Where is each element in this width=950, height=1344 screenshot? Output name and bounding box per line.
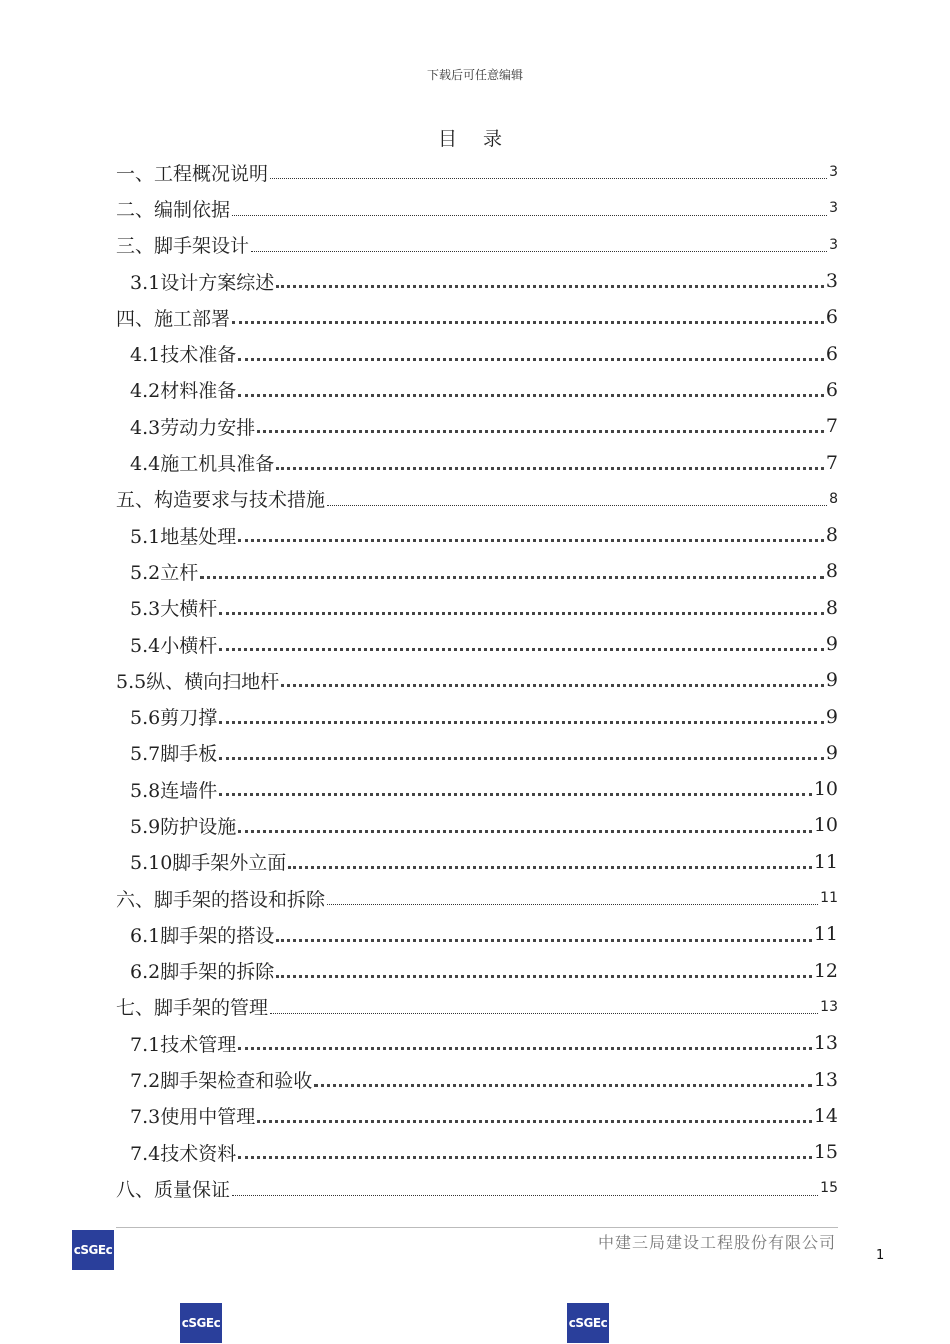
toc-leader-dots xyxy=(238,1047,812,1050)
toc-entry-label: 5.3大横杆 xyxy=(130,598,218,621)
table-of-contents xyxy=(116,154,838,1207)
toc-entry-page: 8 xyxy=(825,524,838,547)
toc-leader-dots xyxy=(270,178,827,179)
toc-entry-label: 5.9防护设施 xyxy=(130,815,237,838)
toc-leader-dots xyxy=(251,251,827,252)
toc-entry-page: 9 xyxy=(825,705,838,728)
toc-entry-page: 8 xyxy=(825,596,838,619)
toc-entry-page: 7 xyxy=(825,451,838,474)
toc-entry[interactable] xyxy=(116,1025,838,1061)
toc-entry[interactable] xyxy=(116,880,838,916)
company-logo-icon: cSGEc xyxy=(180,1303,222,1343)
toc-entry-label: 6.2脚手架的拆除 xyxy=(130,961,275,984)
toc-entry-label: 一、工程概况说明 xyxy=(116,162,269,185)
toc-entry-page: 13 xyxy=(813,1068,838,1091)
toc-leader-dots xyxy=(219,721,824,724)
toc-leader-dots xyxy=(219,793,812,796)
toc-entry-label: 7.4技术资料 xyxy=(130,1142,237,1165)
toc-leader-dots xyxy=(238,1156,812,1159)
toc-leader-dots xyxy=(276,939,812,942)
toc-leader-dots xyxy=(257,430,824,433)
toc-entry[interactable] xyxy=(116,1061,838,1097)
toc-entry-page: 12 xyxy=(813,959,838,982)
toc-entry[interactable] xyxy=(116,626,838,662)
toc-entry[interactable] xyxy=(116,263,838,299)
toc-entry-label: 7.1技术管理 xyxy=(130,1033,237,1056)
toc-entry-page: 9 xyxy=(825,633,838,655)
toc-entry[interactable] xyxy=(116,154,838,190)
toc-entry-label: 4.4施工机具准备 xyxy=(130,453,275,476)
toc-entry[interactable] xyxy=(116,916,838,952)
toc-entry-label: 5.6剪刀撑 xyxy=(130,707,218,730)
company-name: 中建三局建设工程股份有限公司 xyxy=(597,1233,836,1252)
toc-entry-label: 3.1设计方案综述 xyxy=(130,271,275,294)
toc-entry[interactable] xyxy=(116,989,838,1025)
page-number: 1 xyxy=(876,1248,885,1263)
toc-entry-label: 八、质量保证 xyxy=(116,1178,231,1201)
toc-entry-page: 10 xyxy=(813,814,838,837)
toc-leader-dots xyxy=(238,358,824,361)
toc-leader-dots xyxy=(238,830,812,833)
toc-entry-label: 5.2立杆 xyxy=(130,561,199,584)
toc-entry-page: 6 xyxy=(825,342,838,365)
toc-entry-label: 三、脚手架设计 xyxy=(116,235,250,258)
toc-entry-page: 13 xyxy=(820,998,838,1015)
toc-entry-label: 五、构造要求与技术措施 xyxy=(116,489,326,512)
toc-entry-label: 六、脚手架的搭设和拆除 xyxy=(116,888,326,911)
toc-title: 目 录 xyxy=(437,128,513,150)
toc-leader-dots xyxy=(238,394,824,397)
toc-entry[interactable] xyxy=(116,771,838,807)
toc-entry-page: 3 xyxy=(829,164,838,181)
toc-entry[interactable] xyxy=(116,481,838,517)
toc-entry-page: 11 xyxy=(813,850,838,873)
toc-entry[interactable] xyxy=(116,698,838,734)
toc-leader-dots xyxy=(219,648,824,651)
toc-entry-label: 5.7脚手板 xyxy=(130,743,218,766)
toc-entry-page: 6 xyxy=(825,378,838,401)
toc-entry-page: 15 xyxy=(820,1180,838,1197)
toc-entry-page: 14 xyxy=(813,1104,838,1127)
toc-leader-dots xyxy=(288,866,812,869)
toc-entry-label: 7.3使用中管理 xyxy=(130,1106,256,1129)
toc-entry-page: 9 xyxy=(825,669,838,692)
toc-entry[interactable] xyxy=(116,408,838,444)
toc-entry[interactable] xyxy=(116,553,838,589)
toc-leader-dots xyxy=(281,684,824,687)
toc-entry[interactable] xyxy=(116,1098,838,1134)
footer-divider xyxy=(116,1227,838,1228)
toc-leader-dots xyxy=(276,285,824,288)
toc-entry-label: 5.10脚手架外立面 xyxy=(130,852,287,875)
toc-leader-dots xyxy=(219,757,824,760)
toc-entry[interactable] xyxy=(116,372,838,408)
toc-entry-page: 11 xyxy=(820,890,838,907)
toc-entry-label: 6.1脚手架的搭设 xyxy=(130,924,275,947)
toc-entry-label: 二、编制依据 xyxy=(116,198,231,221)
toc-entry[interactable] xyxy=(116,662,838,698)
toc-leader-dots xyxy=(327,505,827,506)
toc-entry-page: 3 xyxy=(825,270,838,293)
toc-entry-page: 10 xyxy=(813,778,838,801)
toc-leader-dots xyxy=(232,321,824,324)
toc-entry-page: 13 xyxy=(813,1032,838,1055)
toc-leader-dots xyxy=(276,467,824,470)
toc-entry[interactable] xyxy=(116,844,838,880)
toc-entry-page: 7 xyxy=(825,415,838,438)
toc-entry-page: 3 xyxy=(829,200,838,217)
toc-entry-label: 5.5纵、横向扫地杆 xyxy=(116,670,280,693)
toc-leader-dots xyxy=(270,1013,818,1014)
toc-leader-dots xyxy=(238,539,824,542)
toc-entry-label: 七、脚手架的管理 xyxy=(116,997,269,1020)
company-logo-icon: cSGEc xyxy=(72,1230,114,1270)
toc-entry-label: 4.1技术准备 xyxy=(130,344,237,367)
toc-entry[interactable] xyxy=(116,335,838,371)
toc-entry-page: 3 xyxy=(829,236,838,253)
toc-entry[interactable] xyxy=(116,807,838,843)
toc-leader-dots xyxy=(232,1195,818,1196)
toc-entry[interactable] xyxy=(116,299,838,335)
toc-entry[interactable] xyxy=(116,1170,838,1206)
toc-entry-label: 4.2材料准备 xyxy=(130,380,237,403)
toc-entry-label: 5.4小横杆 xyxy=(130,634,218,657)
toc-entry[interactable] xyxy=(116,517,838,553)
toc-leader-dots xyxy=(257,1120,812,1123)
toc-entry[interactable] xyxy=(116,953,838,989)
toc-entry-page: 6 xyxy=(825,306,838,329)
company-logo-icon: cSGEc xyxy=(567,1303,609,1343)
toc-entry-label: 4.3劳动力安排 xyxy=(130,416,256,439)
toc-entry[interactable] xyxy=(116,227,838,263)
toc-entry-page: 8 xyxy=(829,490,838,507)
header-note: 下载后可任意编辑 xyxy=(426,68,523,82)
toc-leader-dots xyxy=(219,612,824,615)
toc-entry-label: 5.8连墙件 xyxy=(130,779,218,802)
toc-leader-dots xyxy=(314,1084,812,1087)
toc-entry-page: 15 xyxy=(813,1141,838,1164)
toc-entry-page: 11 xyxy=(813,923,838,946)
toc-entry[interactable] xyxy=(116,735,838,771)
toc-leader-dots xyxy=(327,904,818,905)
toc-entry-label: 5.1地基处理 xyxy=(130,525,237,548)
toc-entry[interactable] xyxy=(116,444,838,480)
toc-entry-page: 8 xyxy=(825,560,838,583)
toc-entry[interactable] xyxy=(116,190,838,226)
toc-entry-label: 7.2脚手架检查和验收 xyxy=(130,1070,313,1093)
toc-entry[interactable] xyxy=(116,1134,838,1170)
toc-entry-page: 9 xyxy=(825,741,838,764)
toc-entry-label: 四、施工部署 xyxy=(116,307,231,330)
toc-entry[interactable] xyxy=(116,590,838,626)
toc-leader-dots xyxy=(200,576,824,579)
toc-leader-dots xyxy=(232,215,827,216)
toc-leader-dots xyxy=(276,975,812,978)
